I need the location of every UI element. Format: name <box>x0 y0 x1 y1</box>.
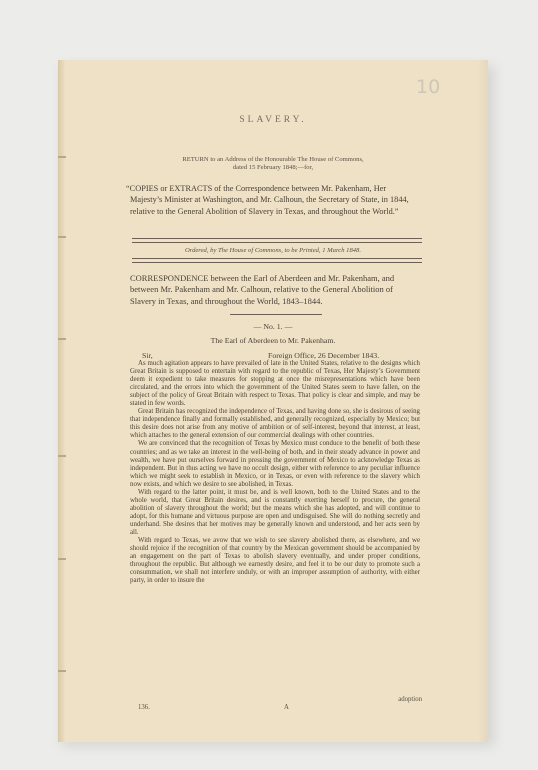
body-paragraph: With regard to Texas, we avow that we wish to see slavery abolished there, as elsewhere, and we should rejoice if the recognition of that country by the Mexican government should be accompanied by an engagement on the part of Texas to abolish slavery eventually, and under proper conditions, throughout the republic. But although we earnestly desire, and feel it to be our duty to promote such a consummation, we shall not interfere unduly, or with an improper assumption of authority, with either party, in order to insure the <box>130 537 420 585</box>
body-paragraph: With regard to the latter point, it must be, and is well known, both to the United States and to the whole world, that Great Britain desires, and is constantly exerting herself to procure, the general abolition of slavery throughout the world; but the means which she has adopted, and will continue to adopt, for this humane and virtuous purpose are open and undisguised. She will do nothing secretly and underhand. She desires that her motives may be generally known and understood, and her acts seen by all. <box>130 488 420 536</box>
document-page <box>58 60 488 742</box>
return-line: dated 15 February 1848;—for, <box>232 164 314 171</box>
section-rule <box>230 314 322 315</box>
stitch-mark <box>58 670 66 672</box>
copies-description: “COPIES or EXTRACTS of the Correspondence between Mr. Pakenham, Her Majesty’s Minister at Washington, and Mr. Calhoun, the Secretary of State, in 1844, relative to the General Abolition of Slavery in Texas, and throughout the World.” <box>126 184 409 216</box>
dateline: Foreign Office, 26 December 1843. <box>268 351 380 360</box>
body-paragraph: Great Britain has recognized the independence of Texas, and having done so, she is desirous of seeing that independence finally and formally established, and generally recognized, especially by Mexico; but this desire does not arise from any motive of ambition or of self-interest, beyond that interest, at least, which attaches to the general extension of our commercial dealings with other countries. <box>130 408 420 440</box>
signature-mark: A <box>284 704 289 711</box>
double-rule <box>132 258 422 263</box>
body-paragraph: As much agitation appears to have prevailed of late in the United States, relative to the designs which Great Britain is supposed to entertain with regard to the republic of Texas, Her Majesty’s Government deem it expedient to take measures for stopping at once the misrepresentations which have been circulated, and the errors into which the government of the United States seem to have fallen, on the subject of the policy of Great Britain with respect to Texas. That policy is clear and simple, and may be stated in few words. <box>130 360 420 408</box>
stitch-mark <box>58 455 66 457</box>
pencil-mark: 10 <box>416 76 441 98</box>
ordered-line: Ordered, by The House of Commons, to be Printed, 1 March 1848. <box>185 247 361 254</box>
catchword: adoption <box>398 696 422 703</box>
document-title: SLAVERY. <box>239 115 307 125</box>
letter-body <box>130 360 420 585</box>
return-address <box>58 156 488 172</box>
double-rule <box>132 238 422 243</box>
footer-number: 136. <box>138 704 150 711</box>
return-line: RETURN to an Address of the Honourable The House of Commons, <box>182 156 364 163</box>
correspondence-heading: CORRESPONDENCE between the Earl of Aberdeen and Mr. Pakenham, and between Mr. Pakenham and Mr. Calhoun, relative to the General Abolition of Slavery in Texas, and throughout the World, 1843–1844. <box>130 273 395 306</box>
letter-heading: The Earl of Aberdeen to Mr. Pakenham. <box>210 336 336 345</box>
section-number: — No. 1. — <box>253 322 293 331</box>
stitch-mark <box>58 558 66 560</box>
salutation: Sir, <box>142 351 153 360</box>
body-paragraph: We are convinced that the recognition of Texas by Mexico must conduce to the benefit of both these countries; and as we take an interest in the well-being of both, and in their steady advance in power and wealth, we have put ourselves forward in pressing the government of Mexico to acknowledge Texas as independent. But in thus acting we have no occult design, either with reference to any peculiar influence which we might seek to establish in Mexico, or in Texas, or even with reference to the slavery which now exists, and which we desire to see abolished, in Texas. <box>130 440 420 488</box>
stitch-mark <box>58 236 66 238</box>
page-footer <box>132 696 422 714</box>
